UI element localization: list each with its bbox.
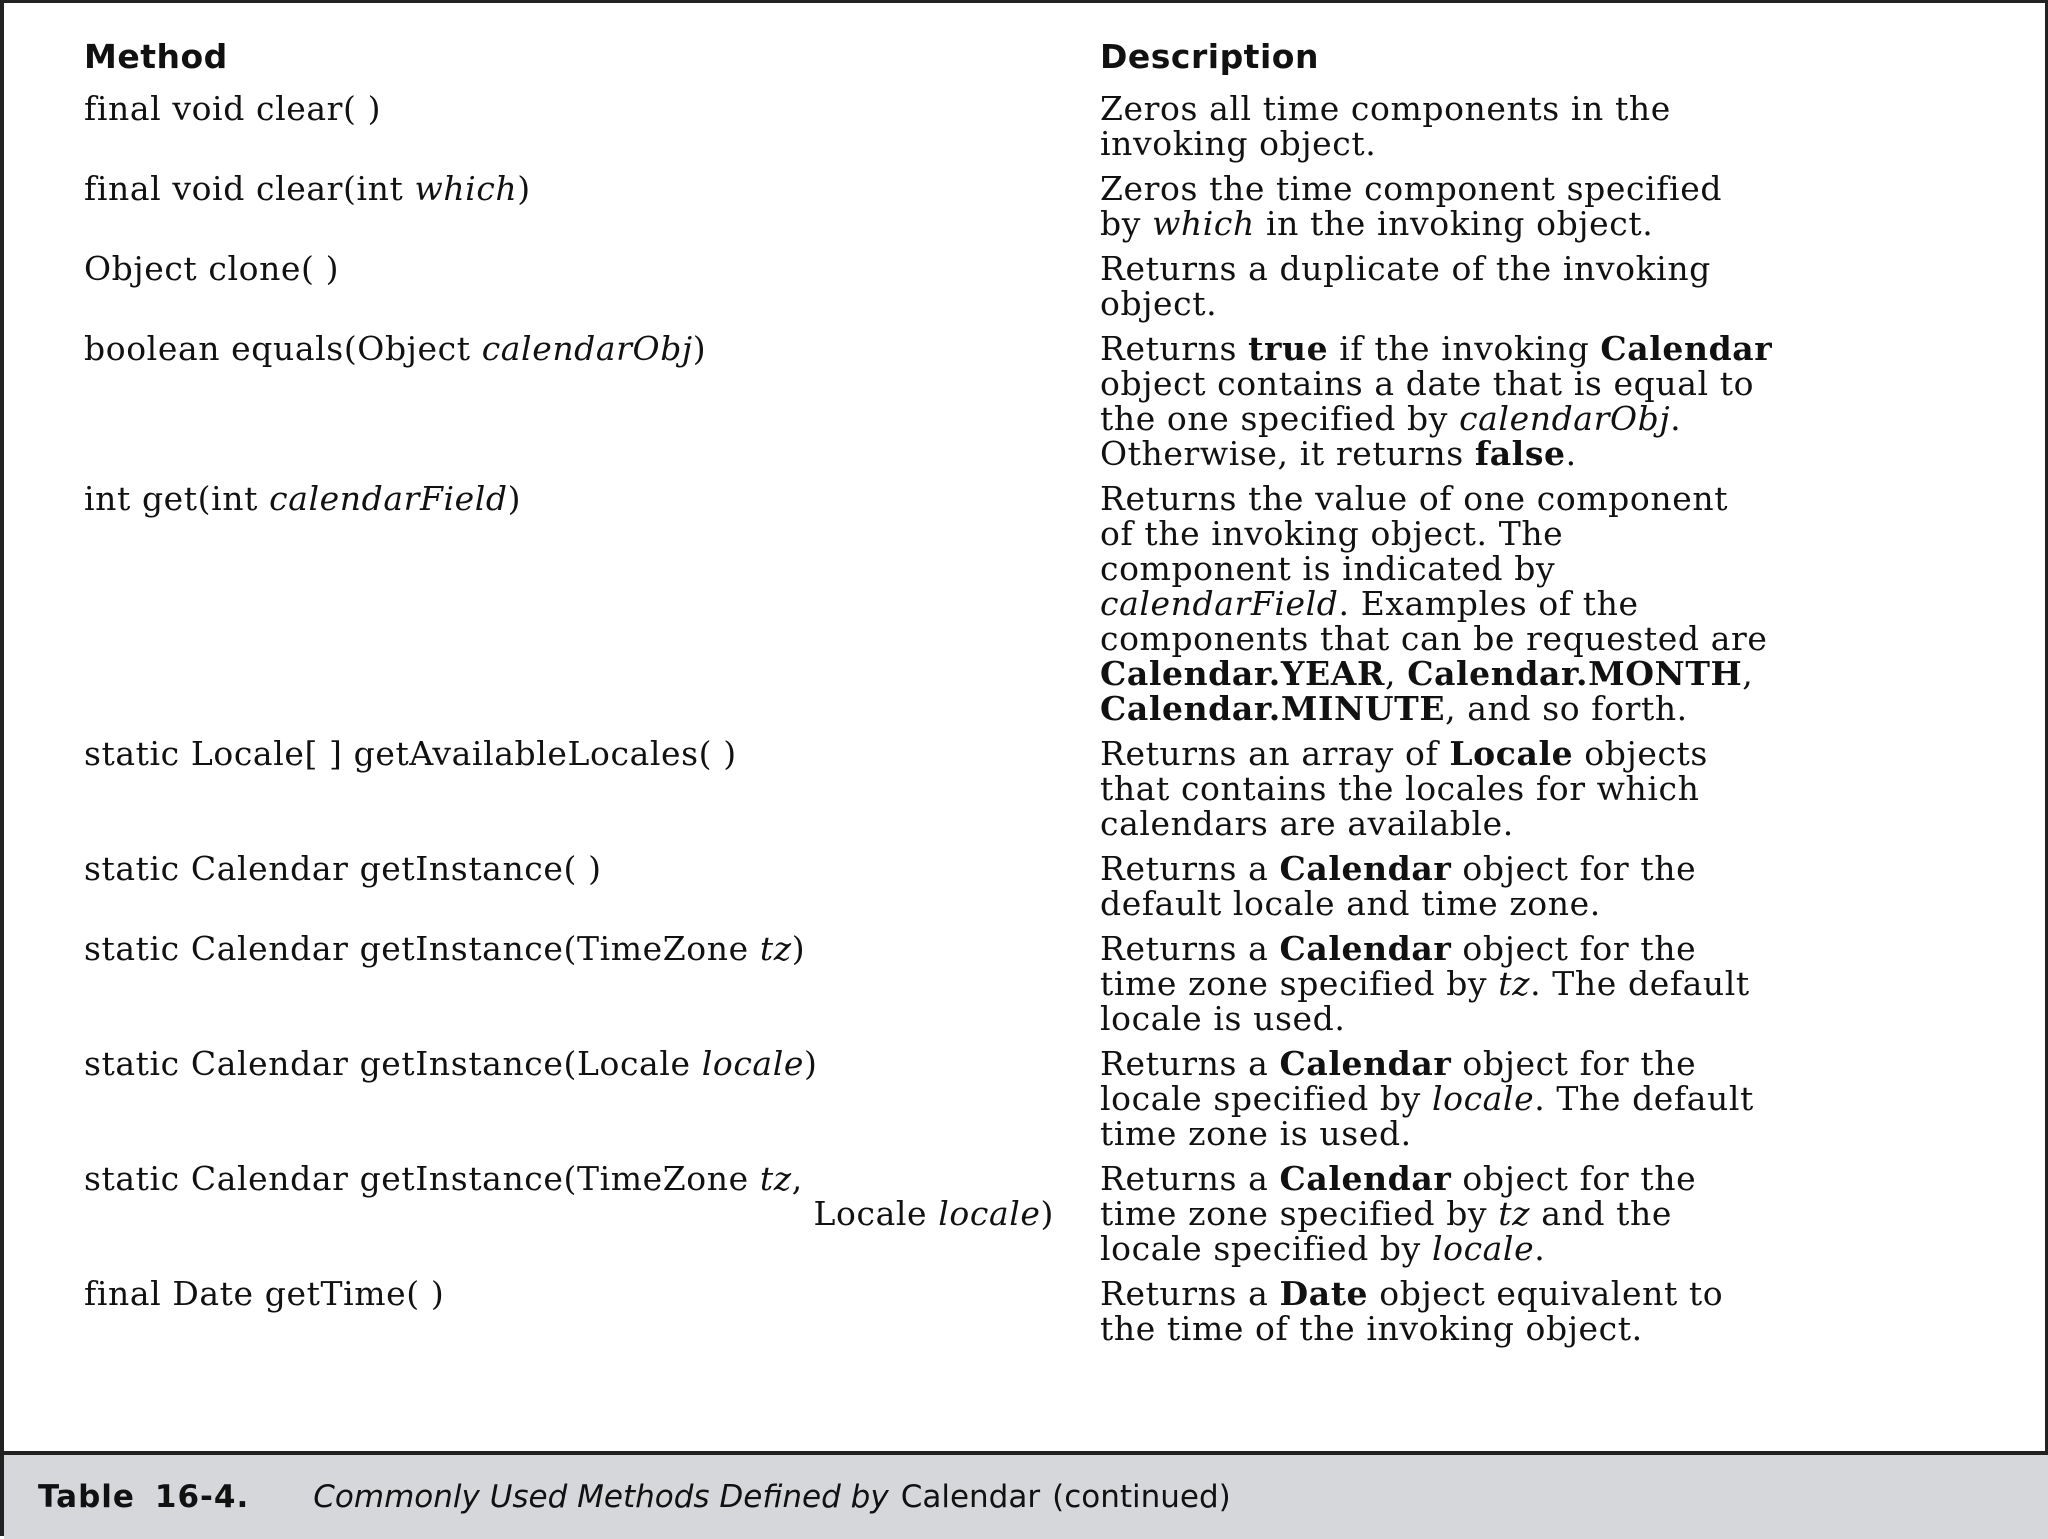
bold-text: Locale [1449,734,1574,773]
bold-text: false [1474,434,1566,473]
table-caption [4,1451,2048,1539]
text-run: . [1534,1229,1546,1268]
method-description [1100,1276,2000,1346]
table-header-row [84,31,2014,81]
text-run: static Calendar getInstance( ) [84,849,602,888]
text-run: and the locale specified by [1100,1194,1672,1268]
caption-label: Table [38,1479,135,1515]
italic-text: tz [1498,1194,1531,1233]
text-run: ) [791,929,806,968]
text-run: object for the time zone specified by [1100,1159,1697,1233]
text-run: ) [803,1044,818,1083]
method-signature [84,736,1100,771]
bold-text: Date [1279,1274,1369,1313]
method-description [1100,931,2000,1036]
text-run: object for the locale specified by [1100,1044,1697,1118]
methods-table [84,31,2014,1346]
italic-text: locale [1431,1079,1535,1118]
table-row [84,1276,2014,1346]
text-run: static Calendar getInstance(Locale [84,1044,702,1083]
method-signature [84,481,1100,516]
italic-text: calendarField [1100,584,1339,623]
text-run: Returns a duplicate of the invoking object. [1100,249,1711,323]
text-run: Returns a [1100,849,1280,888]
bold-text: Calendar.YEAR [1100,654,1386,693]
text-run: boolean equals(Object [84,329,482,368]
description-column-header: Description [1100,36,1319,76]
text-run: static Calendar getInstance(TimeZone [84,1159,760,1198]
text-run: Zeros the time component specified by [1100,169,1723,243]
text-run: . Otherwise, it returns [1100,399,1682,473]
bold-text: Calendar.MINUTE [1100,689,1446,728]
text-run: ) [517,169,531,208]
method-signature [84,251,1100,286]
bold-text: Calendar [1279,1044,1452,1083]
table-row [84,1161,2014,1266]
text-run: final void clear( ) [84,89,382,128]
table-row [84,1046,2014,1151]
text-run: object equivalent to the time of the invoking object. [1100,1274,1724,1348]
italic-text: calendarObj [481,329,693,368]
text-run: if the invoking [1328,329,1601,368]
text-run: objects that contains the locales for which calendars are available. [1100,734,1708,843]
text-run: Object clone( ) [84,249,340,288]
method-signature [84,851,1100,886]
bold-text: Calendar [1279,929,1452,968]
italic-text: calendarObj [1459,399,1671,438]
method-signature-continuation [84,1196,1100,1231]
method-description [1100,481,2000,726]
table-row [84,331,2014,471]
method-signature [84,1161,1100,1231]
method-description [1100,91,2000,161]
text-run: static Locale[ ] getAvailableLocales( ) [84,734,737,773]
text-run: final Date getTime( ) [84,1274,445,1313]
text-run: object for the time zone specified by [1100,929,1697,1003]
italic-text: which [414,169,518,208]
text-run: static Calendar getInstance(TimeZone [84,929,760,968]
table-row [84,931,2014,1036]
text-run: Locale [813,1194,939,1233]
method-description [1100,736,2000,841]
table-row [84,851,2014,921]
method-signature [84,1046,1100,1081]
method-description [1100,331,2000,471]
caption-suffix: (continued) [1052,1479,1231,1515]
italic-text: tz [1498,964,1531,1003]
table-row [84,171,2014,241]
text-run: Returns a [1100,1274,1280,1313]
text-run: . Examples of the components that can be requested are [1100,584,1768,658]
text-run: Returns an array of [1100,734,1450,773]
method-description [1100,1161,2000,1266]
method-signature [84,331,1100,366]
italic-text: locale [938,1194,1041,1233]
text-run: object contains a date that is equal to the one specified by [1100,364,1755,438]
text-run: Returns a [1100,929,1280,968]
table-row [84,251,2014,321]
table-row [84,481,2014,726]
bold-text: Calendar.MONTH [1407,654,1743,693]
text-run: Zeros all time components in the invoking object. [1100,89,1671,163]
method-signature [84,931,1100,966]
text-run: ) [692,329,707,368]
method-column-header: Method [84,36,228,76]
text-run: Returns a [1100,1044,1280,1083]
text-run: , [1385,654,1408,693]
text-run: . The default time zone is used. [1100,1079,1754,1153]
method-signature [84,1276,1100,1311]
italic-text: calendarField [269,479,508,518]
italic-text: which [1152,204,1255,243]
method-signature [84,171,1100,206]
italic-text: tz [759,1159,792,1198]
bold-text: Calendar [1279,849,1452,888]
table-row [84,91,2014,161]
text-run: int get(int [84,479,270,518]
bold-text: Calendar [1279,1159,1452,1198]
bold-text: Calendar [1600,329,1773,368]
italic-text: tz [759,929,792,968]
text-run: ) [1040,1194,1054,1233]
text-run: Returns a [1100,1159,1280,1198]
text-run: . The default locale is used. [1100,964,1750,1038]
method-description [1100,171,2000,241]
method-description [1100,251,2000,321]
method-description [1100,851,2000,921]
text-run: in the invoking object. [1254,204,1654,243]
italic-text: locale [1431,1229,1535,1268]
text-run: . [1565,434,1577,473]
text-run: Returns the value of one component of the invoking object. The component is indicated by [1100,479,1729,588]
table-body [84,91,2014,1346]
text-run: final void clear(int [84,169,415,208]
italic-text: locale [701,1044,804,1083]
text-run: , and so forth. [1445,689,1688,728]
method-description [1100,1046,2000,1151]
text-run: object for the default locale and time zone. [1100,849,1697,923]
caption-number: 16-4. [154,1479,250,1515]
table-row [84,736,2014,841]
bold-text: true [1248,329,1329,368]
caption-class-name: Calendar [900,1479,1041,1515]
text-run: ) [507,479,522,518]
text-run: , [791,1159,803,1198]
text-run: Returns [1100,329,1249,368]
method-signature [84,91,1100,126]
caption-text: Commonly Used Methods Defined by [313,1479,889,1515]
text-run: , [1742,654,1754,693]
